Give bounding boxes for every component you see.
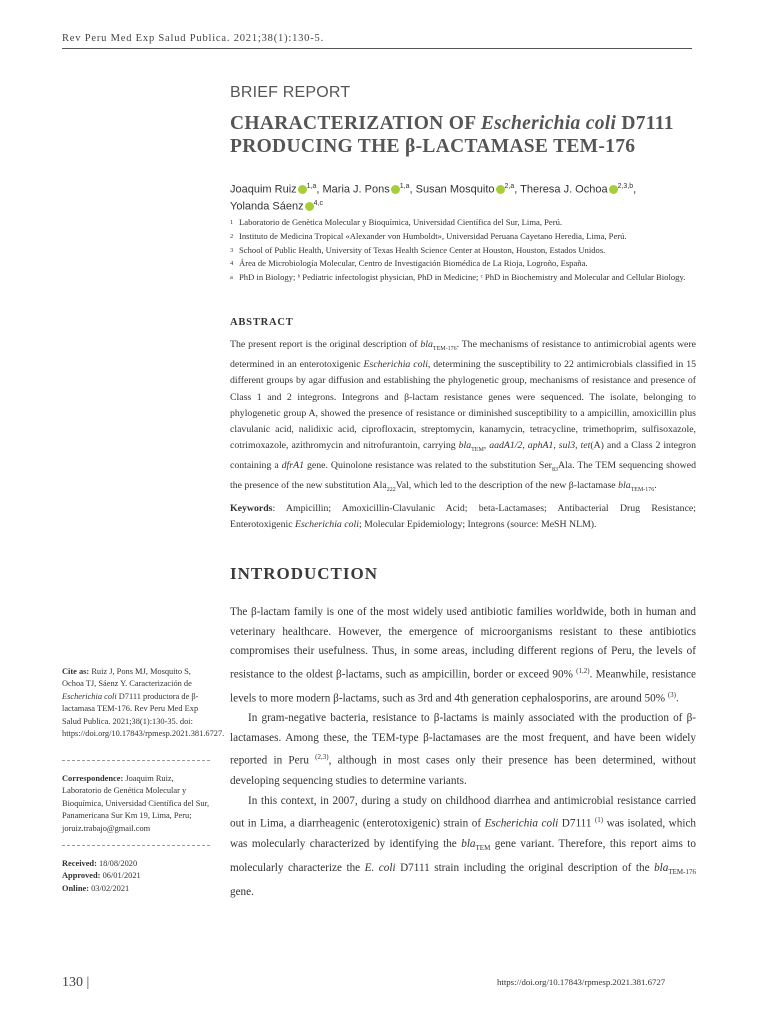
affiliation-item: 1 Laboratorio de Genètica Molecular y Bioquímica, Universidad Científica del Sur, Lima, Perú. <box>230 217 563 227</box>
citation-block: Cite as: Ruiz J, Pons MJ, Mosquito S, Ochoa TJ, Sáenz Y. Caracterización de Escherichia coli D7111 productora de β-lactamasa TEM-176. Rev Peru Med Exp Salud Publica. 2021;38(1):130-35. doi: https://doi.org/10.17843/rpmesp.2021.381.6727. <box>62 667 225 739</box>
correspondence-block: Correspondence: Joaquim Ruiz, Laboratorio de Genética Molecular y Bioquímica, Universidad Científica del Sur, Panamericana Sur Km 19, Lima, Peru; joruiz.trabajo@gmail.com <box>62 774 210 833</box>
affiliation-item: 3 School of Public Health, University of Texas Health Science Center at Houston, Houston, Estados Unidos. <box>230 244 606 255</box>
paragraph: The β-lactam family is one of the most widely used antibiotic families worldwide, both in human and veterinary healthcare. However, the emergence of microorganisms resistant to these antibiotics compromises their usefulness. Thus, in some areas, including different regions of Peru, the levels of resistance to the oldest β-lactams, such as ampicillin, border or exceed 90% $^{(1,2)}$. Meanwhile, resistance levels to more modern β-lactams, such as 3rd and 4th generation cephalosporins, are around 50% $^{(3)}$. <box>230 606 697 705</box>
abstract-heading: ABSTRACT <box>230 317 294 328</box>
header-rule <box>62 48 692 49</box>
author-name: Theresa J. Ochoa <box>520 183 608 196</box>
orcid-icon[interactable] <box>496 185 505 194</box>
author-list: Joaquim Ruiz $^{1,a}$, Maria J. Pons $^{1,a}$, Susan Mosquito $^{2,a}$, Theresa J. Ochoa $^{2,3,b}$, Yolanda Sáenz $^{4,c}$ <box>230 183 637 213</box>
introduction-body <box>230 603 696 902</box>
journal-header: Rev Peru Med Exp Salud Publica. 2021;38(1):130-5. <box>62 33 325 44</box>
affiliation-item: 4 Área de Microbiología Molecular, Centro de Investigación Biomédica de La Rioja, Logroño, España. <box>230 258 588 269</box>
dates-block: Received: 18/08/2020 Approved: 06/01/2021 Online: 03/02/2021 <box>62 859 141 893</box>
orcid-icon[interactable] <box>609 185 618 194</box>
page-number: 130 | <box>62 975 90 990</box>
author-name: Joaquim Ruiz <box>230 183 297 196</box>
abstract-body: The present report is the original description of bla$_{TEM-176}$. The mechanisms of resistance to antimicrobial agents were determined in an enterotoxigenic Escherichia coli, determining the susceptibility to 22 antimicrobials classified in 15 different groups by agar diffusion and establishing the phylogenetic group, mechanisms of resistance and presence of Class 1 and 2 integrons. Integrons and β-lactam resistance genes were sequenced. The isolate, belonging to phylogenetic group A, showed the presence of resistance or diminished susceptibility to a ampicillin, amoxicillin plus clavulanic acid, nalidixic acid, ciprofloxacin, streptomycin, kanamycin, tetracycline, trimethoprim, sulfisoxazole, cotrimoxazole, azithromycin and nitrofurantoin, carrying bla$_{TEM}$, aadA1/2, aphA1, sul3, tet(A) and a Class 2 integron containing a dfrA1 gene. Quinolone resistance was related to the substitution Ser$_{83}$Ala. The TEM sequencing showed the presence of the new substitution Ala$_{222}$Val, which led to the description of the new β-lactamase bla$_{TEM-176}$. <box>230 339 697 494</box>
author-name: Yolanda Sáenz <box>230 200 304 213</box>
section-label: BRIEF REPORT <box>230 84 351 101</box>
orcid-icon[interactable] <box>298 185 307 194</box>
affiliation-item: a PhD in Biology; ᵇ Pediatric infectologist physician, PhD in Medicine; ᶜ PhD in Biochemistry and Molecular and Cellular Biology. <box>230 272 686 283</box>
author-name: Susan Mosquito <box>415 183 495 196</box>
paragraph: In this context, in 2007, during a study on childhood diarrhea and antimicrobial resistance carried out in Lima, a diarrheagenic (enterotoxigenic) strain of Escherichia coli D7111 $^{(1)}$ was isolated, which was molecularly characterized by identifying the bla$_{TEM}$ gene variant. Therefore, this report aims to molecularly characterize the E. coli D7111 strain including the original description of the bla$_{TEM-176}$ gene. <box>230 794 697 898</box>
author-name: Maria J. Pons <box>322 183 390 196</box>
sidebar-divider <box>62 760 210 761</box>
keywords: Keywords: Ampicillin; Amoxicillin-Clavulanic Acid; beta-Lactamases; Antibacterial Drug Resistance; Enterotoxigenic Escherichia coli; Molecular Epidemiology; Integrons (source: MeSH NLM). <box>230 503 696 530</box>
paragraph: In gram-negative bacteria, resistance to β-lactams is mainly associated with the production of β-lactamases. Among these, the TEM-type β-lactamases are the most frequent, and have been widely reported in Peru $^{(2,3)}$, although in most cases only their presence has been determined, without developing sequencing studies to determine variants. <box>230 711 696 787</box>
footer-doi-link[interactable]: https://doi.org/10.17843/rpmesp.2021.381.6727 <box>497 977 666 987</box>
article-title: CHARACTERIZATION OF Escherichia coli D7111 PRODUCING THE β-LACTAMASE TEM-176 <box>230 113 674 157</box>
introduction-heading: INTRODUCTION <box>230 564 379 583</box>
orcid-icon[interactable] <box>391 185 400 194</box>
orcid-icon[interactable] <box>305 202 314 211</box>
affiliations <box>230 216 695 285</box>
affiliation-item: 2 Instituto de Medicina Tropical «Alexander von Humboldt», Universidad Peruana Cayetano Heredia, Lima, Perú. <box>230 230 627 241</box>
sidebar-divider <box>62 845 210 846</box>
